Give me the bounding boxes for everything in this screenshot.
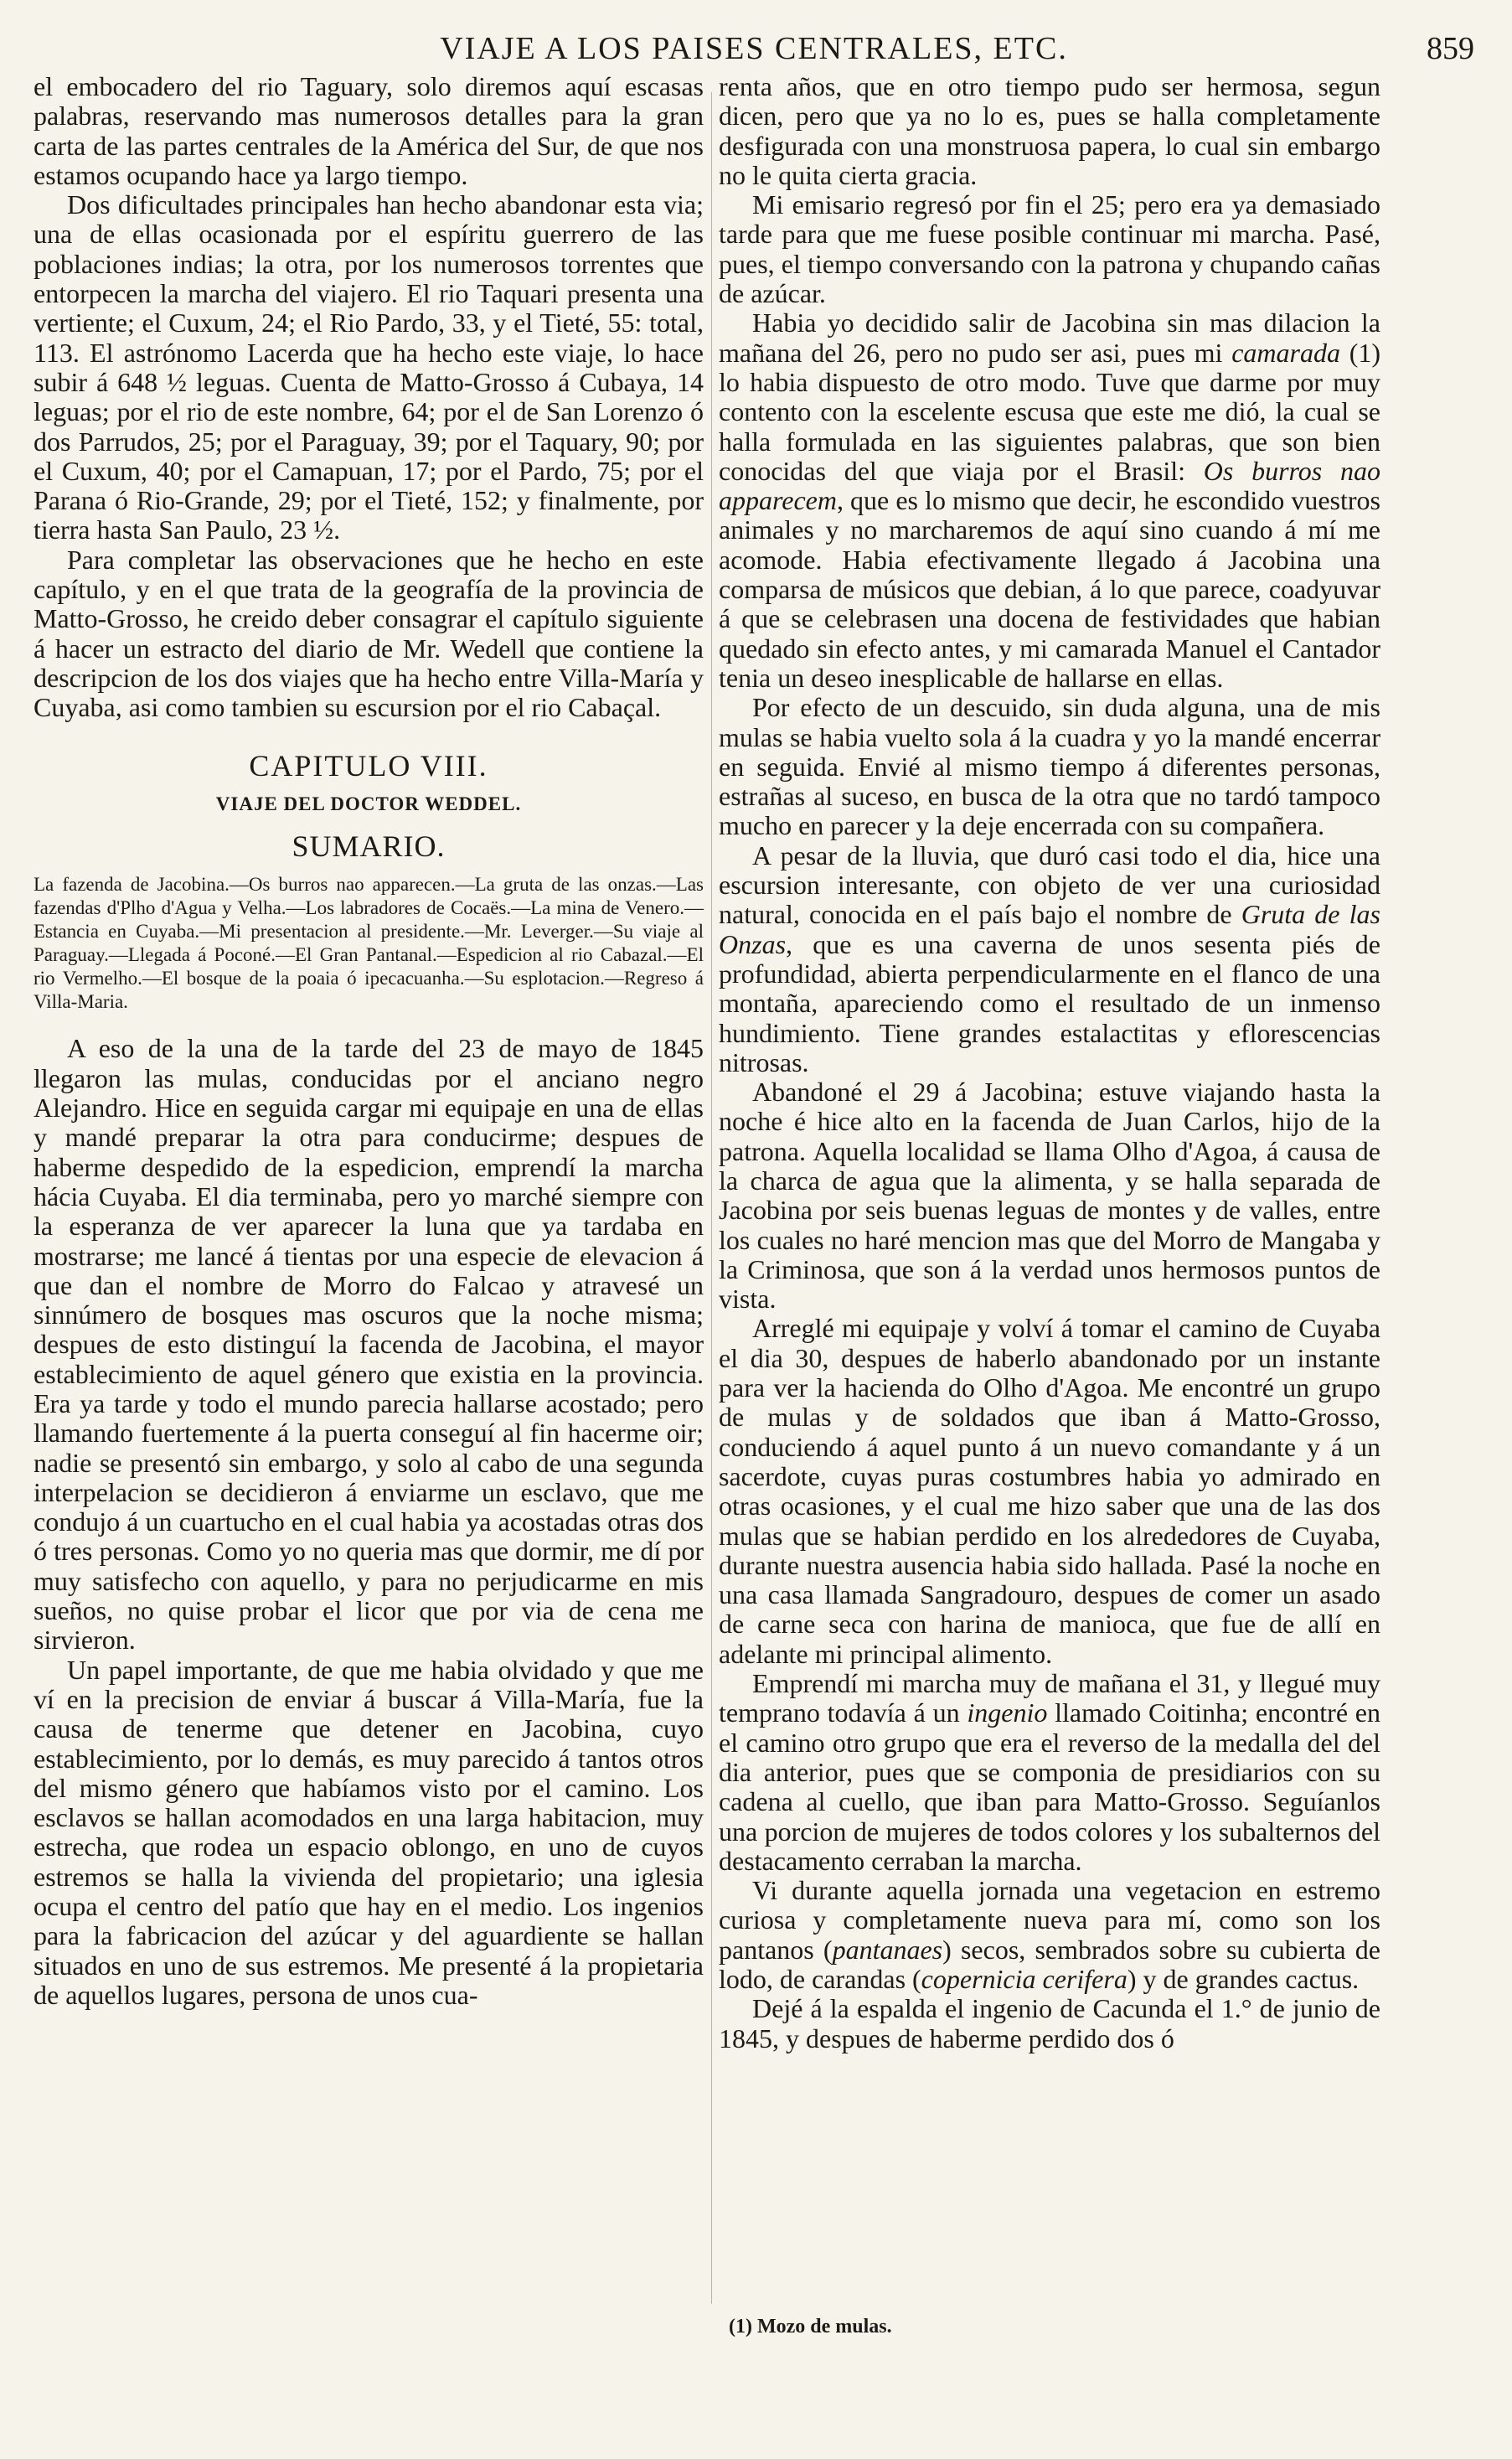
paragraph: Dos dificultades principales han hecho abandonar esta via; una de ellas ocasionada por el espíritu guerrero de las poblaciones indias; la otra, por los numerosos torrentes que entorpecen la marcha del viajero. El rio Taquari presenta una vertiente; el Cuxum, 24; el Rio Pardo, 33, y el Tieté, 55: total, 113. El astrónomo Lacerda que ha hecho este viaje, lo hace subir á 648 ½ leguas. Cuenta de Matto-Grosso á Cubaya, 14 leguas; por el rio de este nombre, 64; por el de San Lorenzo ó dos Parrudos, 25; por el Paraguay, 39; por el Taquary, 90; por el Cuxum, 40; por el Camapuan, 17; por el Pardo, 75; por el Parana ó Rio-Grande, 29; por el Tieté, 152; y finalmente, por tierra hasta San Paulo, 23 ½. <box>34 189 704 545</box>
text-run: ) secos, sembrados sobre su cubierta de lodo, de carandas ( <box>719 1934 1380 1994</box>
summary-text: La fazenda de Jacobina.—Os burros nao apparecen.—La gruta de las onzas.—Las fazendas d'Plho d'Agua y Velha.—Los labradores de Cocaës.—La mina de Venero.—Estancia en Cuyaba.—Mi presentacion al presidente.—Mr. Leverger.—Su viaje al Paraguay.—Llegada á Poconé.—El Gran Pantanal.—Espedicion al rio Cabazal.—El rio Vermelho.—El bosque de la poaia ó ipecacuanha.—Su esplotacion.—Regreso á Villa-Maria. <box>34 874 704 1013</box>
left-column <box>34 72 704 2010</box>
paragraph: Abandoné el 29 á Jacobina; estuve viajando hasta la noche é hice alto en la facenda de Juan Carlos, hijo de la patrona. Aquella localidad se llama Olho d'Agoa, á causa de la charca de agua que la alimenta, y se halla separada de Jacobina por seis buenas leguas de montes y de valles, entre los cuales no haré mencion mas que del Morro de Mangaba y la Criminosa, que son á la verdad unos hermosos puntos de vista. <box>719 1077 1380 1315</box>
paragraph: Dejé á la espalda el ingenio de Cacunda el 1.° de junio de 1845, y despues de haberme perdido dos ó <box>719 1993 1380 2053</box>
text-run: , que es lo mismo que decir, he escondido vuestros animales y no marcharemos de aquí sino cuando á mí me acomode. Habia efectivamente llegado á Jacobina una comparsa de músicos que debian, á lo que parece, coadyuvar á que se celebrasen una docena de festividades que habian quedado sin efecto antes, y mi camarada Manuel el Cantador tenia un deseo inesplicable de hallarse en ellas. <box>719 485 1380 693</box>
paragraph: Para completar las observaciones que he hecho en este capítulo, y en el que trata de la geografía de la provincia de Matto-Grosso, he creido deber consagrar el capítulo siguiente á hacer un estracto del diario de Mr. Wedell que contiene la descripcion de los dos viajes que ha hecho entre Villa-María y Cuyaba, asi como tambien su escursion por el rio Cabaçal. <box>34 544 704 723</box>
text-run: Habia yo decidido salir de Jacobina sin mas dilacion la mañana del 26, pero no pudo ser asi, pues mi <box>719 307 1380 368</box>
right-column <box>719 72 1380 2053</box>
paragraph <box>719 308 1380 693</box>
paragraph <box>719 1876 1380 1994</box>
chapter-heading: CAPITULO VIII. <box>249 748 488 783</box>
text-run: ) y de grandes cactus. <box>1127 1964 1360 1994</box>
footnote: (1) Mozo de mulas. <box>729 2316 892 2338</box>
column-divider <box>711 92 712 2304</box>
page-number: 859 <box>1427 31 1474 66</box>
italic-run: ingenio <box>967 1697 1048 1728</box>
italic-run: copernicia cerifera <box>921 1964 1128 1994</box>
paragraph: Un papel importante, de que me habia olvidado y que me ví en la precision de enviar á buscar á Villa-María, fue la causa de tenerme que detener en Jacobina, cuyo establecimiento, por lo demás, es muy parecido á tantos otros del mismo género que habíamos visto por el camino. Los esclavos se hallan acomodados en una larga habitacion, muy estrecha, que rodea un espacio oblongo, en uno de cuyos estremos se halla la vivienda del propietario; una iglesia ocupa el centro del patío que hay en el medio. Los ingenios para la fabricacion del azúcar y del aguardiente se hallan situados en uno de sus estremos. Me presenté á la propietaria de aquellos lugares, persona de unos cua- <box>34 1654 704 2010</box>
paragraph: Por efecto de un descuido, sin duda alguna, una de mis mulas se habia vuelto sola á la cuadra y yo la mandé encerrar en seguida. Envié al mismo tiempo á diferentes personas, estrañas al suceso, en busca de la otra que no tardó tampoco mucho en parecer y la deje encerrada con su compañera. <box>719 692 1380 841</box>
paragraph: Arreglé mi equipaje y volví á tomar el camino de Cuyaba el dia 30, despues de haberlo abandonado por un instante para ver la hacienda do Olho d'Agoa. Me encontré un grupo de mulas y de soldados que iban á Matto-Grosso, conduciendo á aquel punto á un nuevo comandante y á un sacerdote, cuyas puras costumbres habia yo admirado en otras ocasiones, y el cual me hizo saber que una de las dos mulas que se habian perdido en los alrededores de Cuyaba, durante nuestra ausencia habia sido hallada. Pasé la noche en una casa llamada Sangradouro, despues de comer un asado de carne seca con harina de manioca, que fue de allí en adelante mi principal alimento. <box>719 1313 1380 1669</box>
italic-run: Gruta de las Onzas <box>719 899 1381 959</box>
text-run: (1) lo habia dispuesto de otro modo. Tuve que darme por muy contento con la escelente escusa que este me dió, la cual se halla formulada en las siguientes palabras, que son bien conocidas del que viaja por el Brasil: <box>719 337 1381 486</box>
paragraph: Mi emisario regresó por fin el 25; pero era ya demasiado tarde para que me fuese posible continuar mi marcha. Pasé, pues, el tiempo conversando con la patrona y chupando cañas de azúcar. <box>719 189 1380 309</box>
paragraph <box>719 841 1380 1077</box>
italic-run: pantanaes <box>832 1934 943 1965</box>
paragraph: renta años, que en otro tiempo pudo ser hermosa, segun dicen, pero que ya no lo es, pues se halla completamente desfigurada con una monstruosa papera, lo cual sin embargo no le quita cierta gracia. <box>719 71 1380 190</box>
italic-run: camarada <box>1231 337 1340 368</box>
text-run: llamado Coitinha; encontré en el camino otro grupo que era el reverso de la medalla del del dia anterior, pues que se componia de presidiarios con su cadena al cuello, que iban para Matto-Grosso. Seguíanlos una porcion de mujeres de todos colores y los subalternos del destacamento cerraban la marcha. <box>719 1697 1381 1876</box>
summary-heading: SUMARIO. <box>292 829 446 864</box>
italic-run: Os burros nao apparecem <box>719 455 1380 516</box>
paragraph <box>719 1669 1380 1876</box>
chapter-subtitle: VIAJE DEL DOCTOR WEDDEL. <box>215 793 522 814</box>
paragraph: el embocadero del rio Taguary, solo diremos aquí escasas palabras, reservando mas numerosos detalles para la gran carta de las partes centrales de la América del Sur, de que nos estamos ocupando hace ya largo tiempo. <box>34 71 704 190</box>
running-title: VIAJE A LOS PAISES CENTRALES, ETC. <box>440 31 1068 66</box>
text-run: Emprendí mi marcha muy de mañana el 31, y llegué muy temprano todavía á un <box>719 1668 1380 1728</box>
text-run: , que es una caverna de unos sesenta piés de profundidad, abierta perpendicularmente en el flanco de una montaña, apareciendo como el resultado de un inmenso hundimiento. Tiene grandes estalactitas y eflorescencias nitrosas. <box>719 928 1380 1077</box>
paragraph: A eso de la una de la tarde del 23 de mayo de 1845 llegaron las mulas, conducidas por el anciano negro Alejandro. Hice en seguida cargar mi equipaje en una de ellas y mandé preparar la otra para conducirme; despues de haberme despedido de la espedicion, emprendí la marcha hácia Cuyaba. El dia terminaba, pero yo marché siempre con la esperanza de ver aparecer la luna que ya tardaba en mostrarse; me lancé á tientas por una especie de elevacion á que dan el nombre de Morro do Falcao y atravesé un sinnúmero de bosques mas oscuros que la noche misma; despues de esto distinguí la facenda de Jacobina, el mayor establecimiento de aquel género que existia en la provincia. Era ya tarde y todo el mundo parecia hallarse acostado; pero llamando fuertemente á la puerta conseguí al fin hacerme oir; nadie se presentó sin embargo, y solo al cabo de una segunda interpelacion se decidieron á enviarme un esclavo, que me condujo á un cuartucho en el cual habia ya acostadas otras dos ó tres personas. Como yo no queria mas que dormir, me dí por muy satisfecho con aquello, y para no perjudicarme en mis sueños, no quise probar el licor que por via de cena me sirvieron. <box>34 1033 704 1656</box>
text-run: A pesar de la lluvia, que duró casi todo el dia, hice una escursion interesante, con objeto de ver una curiosidad natural, conocida en el país bajo el nombre de <box>719 839 1380 930</box>
text-run: Vi durante aquella jornada una vegetacion en estremo curiosa y completamente nueva para mí, como son los pantanos ( <box>719 1875 1380 1965</box>
page-header <box>34 30 1474 72</box>
